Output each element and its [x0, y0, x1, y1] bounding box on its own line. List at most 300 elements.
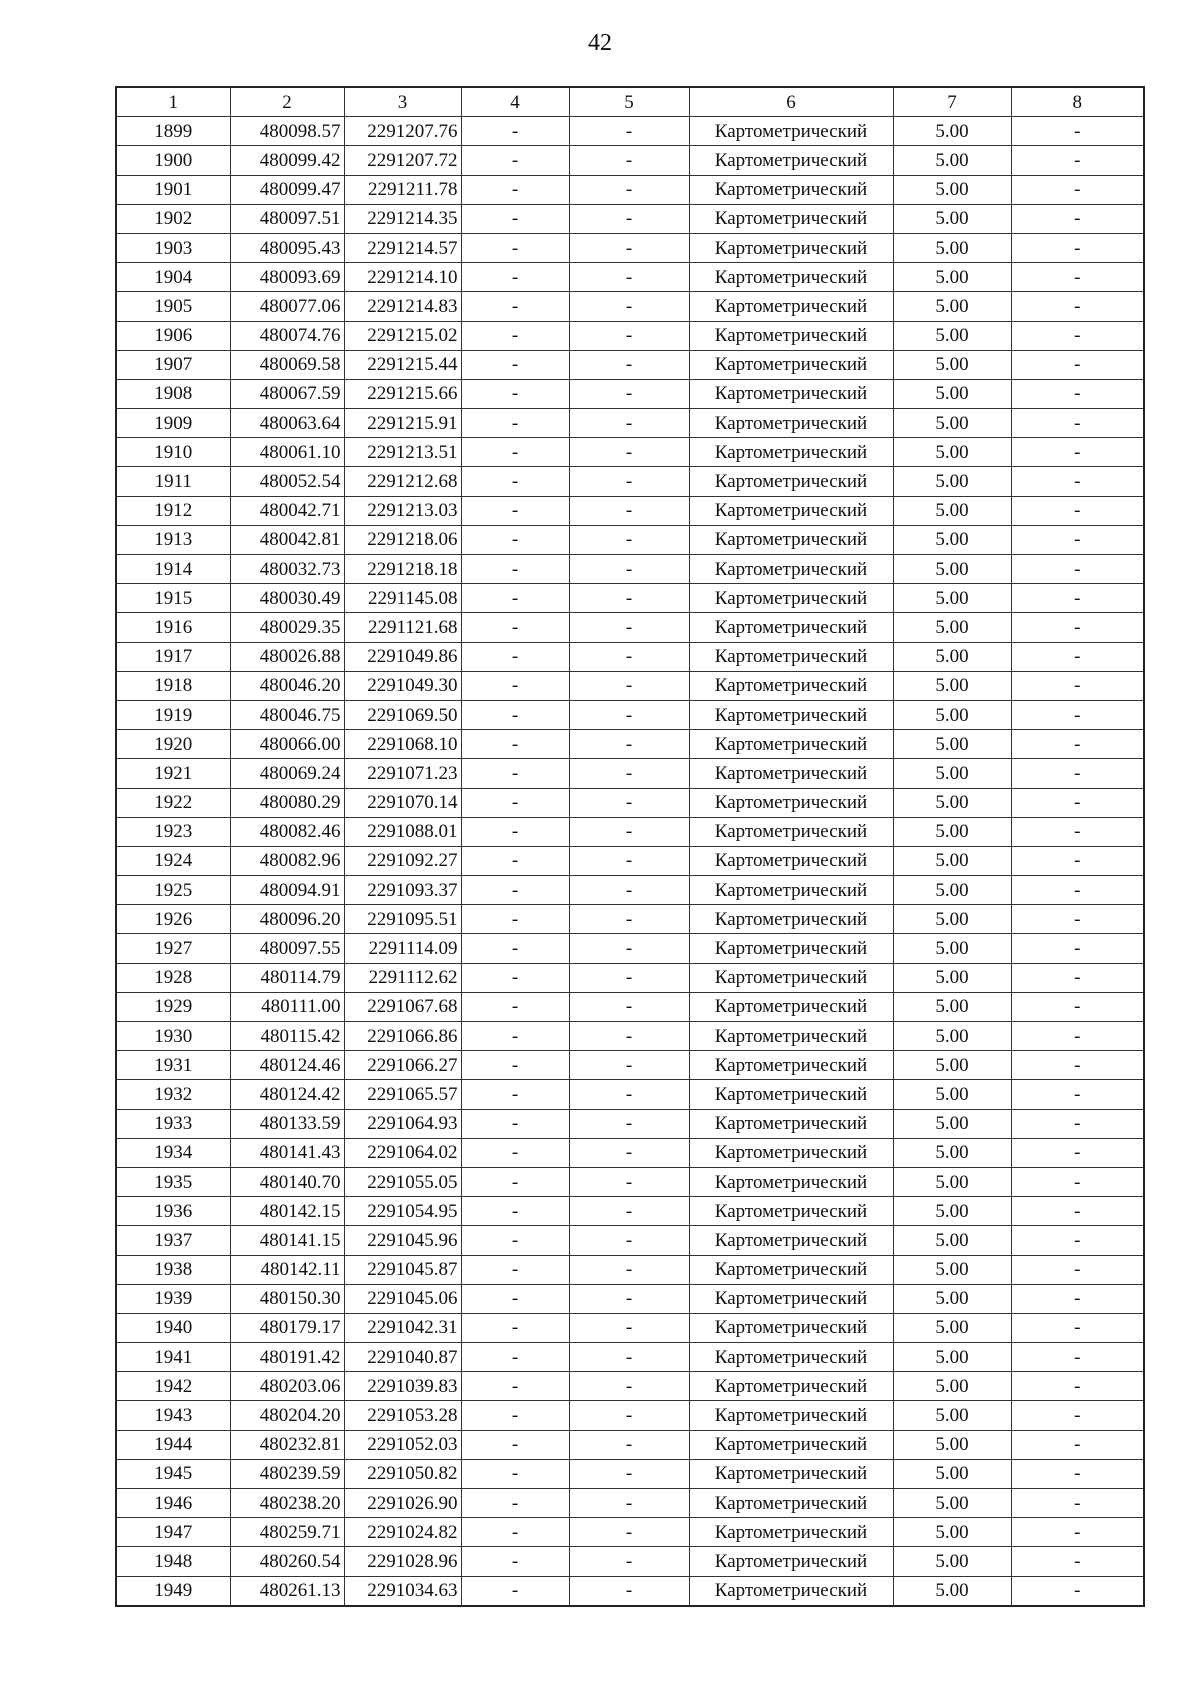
- table-row: [116, 1022, 1144, 1051]
- point-number-cell: 1923: [116, 817, 230, 846]
- col5-cell: -: [569, 788, 689, 817]
- y-coordinate-cell: 2291067.68: [344, 992, 461, 1021]
- x-coordinate-cell: 480069.24: [230, 759, 344, 788]
- x-coordinate-cell: 480115.42: [230, 1022, 344, 1051]
- col4-cell: -: [461, 438, 569, 467]
- table-row: [116, 1518, 1144, 1547]
- table-row: [116, 963, 1144, 992]
- col8-cell: -: [1011, 525, 1144, 554]
- col5-cell: -: [569, 467, 689, 496]
- col4-cell: -: [461, 175, 569, 204]
- y-coordinate-cell: 2291214.10: [344, 263, 461, 292]
- point-number-cell: 1906: [116, 321, 230, 350]
- y-coordinate-cell: 2291042.31: [344, 1313, 461, 1342]
- col8-cell: -: [1011, 555, 1144, 584]
- method-cell: Картометрический: [689, 642, 893, 671]
- x-coordinate-cell: 480141.15: [230, 1226, 344, 1255]
- col8-cell: -: [1011, 467, 1144, 496]
- method-cell: Картометрический: [689, 233, 893, 262]
- accuracy-cell: 5.00: [893, 1197, 1011, 1226]
- accuracy-cell: 5.00: [893, 496, 1011, 525]
- table-row: [116, 1576, 1144, 1606]
- y-coordinate-cell: 2291070.14: [344, 788, 461, 817]
- col8-cell: -: [1011, 146, 1144, 175]
- col8-cell: -: [1011, 934, 1144, 963]
- accuracy-cell: 5.00: [893, 233, 1011, 262]
- col4-cell: -: [461, 350, 569, 379]
- table-row: [116, 1313, 1144, 1342]
- y-coordinate-cell: 2291145.08: [344, 584, 461, 613]
- x-coordinate-cell: 480029.35: [230, 613, 344, 642]
- col4-cell: -: [461, 905, 569, 934]
- y-coordinate-cell: 2291212.68: [344, 467, 461, 496]
- point-number-cell: 1919: [116, 700, 230, 729]
- accuracy-cell: 5.00: [893, 204, 1011, 233]
- method-cell: Картометрический: [689, 1022, 893, 1051]
- column-header: 6: [689, 87, 893, 117]
- y-coordinate-cell: 2291049.86: [344, 642, 461, 671]
- table-row: [116, 1051, 1144, 1080]
- y-coordinate-cell: 2291064.93: [344, 1109, 461, 1138]
- y-coordinate-cell: 2291121.68: [344, 613, 461, 642]
- col4-cell: -: [461, 1313, 569, 1342]
- col8-cell: -: [1011, 700, 1144, 729]
- y-coordinate-cell: 2291218.18: [344, 555, 461, 584]
- method-cell: Картометрический: [689, 467, 893, 496]
- method-cell: Картометрический: [689, 730, 893, 759]
- y-coordinate-cell: 2291034.63: [344, 1576, 461, 1606]
- x-coordinate-cell: 480098.57: [230, 117, 344, 146]
- point-number-cell: 1928: [116, 963, 230, 992]
- accuracy-cell: 5.00: [893, 1022, 1011, 1051]
- col8-cell: -: [1011, 438, 1144, 467]
- col5-cell: -: [569, 1109, 689, 1138]
- x-coordinate-cell: 480124.46: [230, 1051, 344, 1080]
- x-coordinate-cell: 480077.06: [230, 292, 344, 321]
- accuracy-cell: 5.00: [893, 175, 1011, 204]
- table-row: [116, 1138, 1144, 1167]
- table-body: [116, 117, 1144, 1606]
- accuracy-cell: 5.00: [893, 730, 1011, 759]
- x-coordinate-cell: 480099.47: [230, 175, 344, 204]
- y-coordinate-cell: 2291054.95: [344, 1197, 461, 1226]
- point-number-cell: 1925: [116, 876, 230, 905]
- table-row: [116, 204, 1144, 233]
- point-number-cell: 1940: [116, 1313, 230, 1342]
- method-cell: Картометрический: [689, 671, 893, 700]
- col5-cell: -: [569, 1576, 689, 1606]
- x-coordinate-cell: 480032.73: [230, 555, 344, 584]
- table-row: [116, 1547, 1144, 1576]
- method-cell: Картометрический: [689, 555, 893, 584]
- col5-cell: -: [569, 1430, 689, 1459]
- method-cell: Картометрический: [689, 759, 893, 788]
- point-number-cell: 1913: [116, 525, 230, 554]
- table-row: [116, 934, 1144, 963]
- col5-cell: -: [569, 321, 689, 350]
- col8-cell: -: [1011, 788, 1144, 817]
- col8-cell: -: [1011, 1167, 1144, 1196]
- col5-cell: -: [569, 1080, 689, 1109]
- accuracy-cell: 5.00: [893, 117, 1011, 146]
- col4-cell: -: [461, 1080, 569, 1109]
- accuracy-cell: 5.00: [893, 1372, 1011, 1401]
- col8-cell: -: [1011, 1022, 1144, 1051]
- col5-cell: -: [569, 1255, 689, 1284]
- method-cell: Картометрический: [689, 817, 893, 846]
- point-number-cell: 1931: [116, 1051, 230, 1080]
- x-coordinate-cell: 480239.59: [230, 1459, 344, 1488]
- y-coordinate-cell: 2291045.96: [344, 1226, 461, 1255]
- point-number-cell: 1946: [116, 1489, 230, 1518]
- accuracy-cell: 5.00: [893, 1138, 1011, 1167]
- x-coordinate-cell: 480061.10: [230, 438, 344, 467]
- col8-cell: -: [1011, 613, 1144, 642]
- col4-cell: -: [461, 263, 569, 292]
- accuracy-cell: 5.00: [893, 876, 1011, 905]
- accuracy-cell: 5.00: [893, 1576, 1011, 1606]
- table-row: [116, 584, 1144, 613]
- accuracy-cell: 5.00: [893, 905, 1011, 934]
- col4-cell: -: [461, 525, 569, 554]
- col5-cell: -: [569, 233, 689, 262]
- point-number-cell: 1949: [116, 1576, 230, 1606]
- x-coordinate-cell: 480097.51: [230, 204, 344, 233]
- col5-cell: -: [569, 379, 689, 408]
- col4-cell: -: [461, 788, 569, 817]
- col8-cell: -: [1011, 1430, 1144, 1459]
- method-cell: Картометрический: [689, 1547, 893, 1576]
- y-coordinate-cell: 2291215.91: [344, 409, 461, 438]
- col5-cell: -: [569, 146, 689, 175]
- y-coordinate-cell: 2291207.72: [344, 146, 461, 175]
- x-coordinate-cell: 480063.64: [230, 409, 344, 438]
- col5-cell: -: [569, 1547, 689, 1576]
- table-row: [116, 905, 1144, 934]
- method-cell: Картометрический: [689, 525, 893, 554]
- method-cell: Картометрический: [689, 175, 893, 204]
- point-number-cell: 1900: [116, 146, 230, 175]
- col5-cell: -: [569, 1518, 689, 1547]
- point-number-cell: 1922: [116, 788, 230, 817]
- col5-cell: -: [569, 175, 689, 204]
- point-number-cell: 1938: [116, 1255, 230, 1284]
- col8-cell: -: [1011, 233, 1144, 262]
- x-coordinate-cell: 480114.79: [230, 963, 344, 992]
- x-coordinate-cell: 480042.81: [230, 525, 344, 554]
- col5-cell: -: [569, 1051, 689, 1080]
- col8-cell: -: [1011, 905, 1144, 934]
- accuracy-cell: 5.00: [893, 1284, 1011, 1313]
- col5-cell: -: [569, 700, 689, 729]
- col4-cell: -: [461, 555, 569, 584]
- col5-cell: -: [569, 117, 689, 146]
- table-row: [116, 555, 1144, 584]
- method-cell: Картометрический: [689, 1197, 893, 1226]
- accuracy-cell: 5.00: [893, 1109, 1011, 1138]
- point-number-cell: 1929: [116, 992, 230, 1021]
- col4-cell: -: [461, 963, 569, 992]
- accuracy-cell: 5.00: [893, 555, 1011, 584]
- table-row: [116, 233, 1144, 262]
- table-row: [116, 1197, 1144, 1226]
- x-coordinate-cell: 480074.76: [230, 321, 344, 350]
- x-coordinate-cell: 480042.71: [230, 496, 344, 525]
- accuracy-cell: 5.00: [893, 350, 1011, 379]
- col8-cell: -: [1011, 1459, 1144, 1488]
- table-row: [116, 1401, 1144, 1430]
- y-coordinate-cell: 2291071.23: [344, 759, 461, 788]
- col8-cell: -: [1011, 117, 1144, 146]
- point-number-cell: 1920: [116, 730, 230, 759]
- x-coordinate-cell: 480179.17: [230, 1313, 344, 1342]
- method-cell: Картометрический: [689, 876, 893, 905]
- table-row: [116, 1080, 1144, 1109]
- col4-cell: -: [461, 1372, 569, 1401]
- table-row: [116, 379, 1144, 408]
- y-coordinate-cell: 2291215.44: [344, 350, 461, 379]
- y-coordinate-cell: 2291045.06: [344, 1284, 461, 1313]
- y-coordinate-cell: 2291214.83: [344, 292, 461, 321]
- col4-cell: -: [461, 642, 569, 671]
- col4-cell: -: [461, 1226, 569, 1255]
- accuracy-cell: 5.00: [893, 759, 1011, 788]
- table-row: [116, 1167, 1144, 1196]
- x-coordinate-cell: 480097.55: [230, 934, 344, 963]
- col5-cell: -: [569, 409, 689, 438]
- accuracy-cell: 5.00: [893, 584, 1011, 613]
- table-row: [116, 759, 1144, 788]
- y-coordinate-cell: 2291218.06: [344, 525, 461, 554]
- col8-cell: -: [1011, 1051, 1144, 1080]
- y-coordinate-cell: 2291050.82: [344, 1459, 461, 1488]
- x-coordinate-cell: 480111.00: [230, 992, 344, 1021]
- point-number-cell: 1910: [116, 438, 230, 467]
- table-row: [116, 846, 1144, 875]
- accuracy-cell: 5.00: [893, 1051, 1011, 1080]
- x-coordinate-cell: 480141.43: [230, 1138, 344, 1167]
- page-number: 42: [588, 30, 612, 56]
- col8-cell: -: [1011, 1226, 1144, 1255]
- method-cell: Картометрический: [689, 1080, 893, 1109]
- col4-cell: -: [461, 117, 569, 146]
- accuracy-cell: 5.00: [893, 1226, 1011, 1255]
- x-coordinate-cell: 480046.75: [230, 700, 344, 729]
- col8-cell: -: [1011, 350, 1144, 379]
- method-cell: Картометрический: [689, 846, 893, 875]
- table-row: [116, 671, 1144, 700]
- col8-cell: -: [1011, 204, 1144, 233]
- col8-cell: -: [1011, 1547, 1144, 1576]
- point-number-cell: 1914: [116, 555, 230, 584]
- table-row: [116, 409, 1144, 438]
- method-cell: Картометрический: [689, 409, 893, 438]
- x-coordinate-cell: 480094.91: [230, 876, 344, 905]
- y-coordinate-cell: 2291214.35: [344, 204, 461, 233]
- x-coordinate-cell: 480046.20: [230, 671, 344, 700]
- point-number-cell: 1941: [116, 1343, 230, 1372]
- x-coordinate-cell: 480124.42: [230, 1080, 344, 1109]
- column-header: 5: [569, 87, 689, 117]
- accuracy-cell: 5.00: [893, 963, 1011, 992]
- col5-cell: -: [569, 642, 689, 671]
- point-number-cell: 1903: [116, 233, 230, 262]
- method-cell: Картометрический: [689, 379, 893, 408]
- point-number-cell: 1936: [116, 1197, 230, 1226]
- point-number-cell: 1942: [116, 1372, 230, 1401]
- col5-cell: -: [569, 438, 689, 467]
- y-coordinate-cell: 2291049.30: [344, 671, 461, 700]
- col5-cell: -: [569, 1167, 689, 1196]
- col4-cell: -: [461, 846, 569, 875]
- x-coordinate-cell: 480204.20: [230, 1401, 344, 1430]
- col5-cell: -: [569, 496, 689, 525]
- point-number-cell: 1907: [116, 350, 230, 379]
- accuracy-cell: 5.00: [893, 671, 1011, 700]
- x-coordinate-cell: 480093.69: [230, 263, 344, 292]
- method-cell: Картометрический: [689, 1401, 893, 1430]
- y-coordinate-cell: 2291095.51: [344, 905, 461, 934]
- table-row: [116, 1284, 1144, 1313]
- y-coordinate-cell: 2291026.90: [344, 1489, 461, 1518]
- col5-cell: -: [569, 1138, 689, 1167]
- method-cell: Картометрический: [689, 1138, 893, 1167]
- method-cell: Картометрический: [689, 1459, 893, 1488]
- y-coordinate-cell: 2291215.66: [344, 379, 461, 408]
- method-cell: Картометрический: [689, 146, 893, 175]
- x-coordinate-cell: 480096.20: [230, 905, 344, 934]
- accuracy-cell: 5.00: [893, 292, 1011, 321]
- table-row: [116, 1372, 1144, 1401]
- point-number-cell: 1909: [116, 409, 230, 438]
- y-coordinate-cell: 2291024.82: [344, 1518, 461, 1547]
- col4-cell: -: [461, 146, 569, 175]
- x-coordinate-cell: 480142.15: [230, 1197, 344, 1226]
- column-header: 2: [230, 87, 344, 117]
- accuracy-cell: 5.00: [893, 409, 1011, 438]
- accuracy-cell: 5.00: [893, 438, 1011, 467]
- table-row: [116, 1430, 1144, 1459]
- method-cell: Картометрический: [689, 263, 893, 292]
- col8-cell: -: [1011, 1372, 1144, 1401]
- point-number-cell: 1930: [116, 1022, 230, 1051]
- method-cell: Картометрический: [689, 1255, 893, 1284]
- point-number-cell: 1911: [116, 467, 230, 496]
- method-cell: Картометрический: [689, 1109, 893, 1138]
- point-number-cell: 1902: [116, 204, 230, 233]
- col5-cell: -: [569, 934, 689, 963]
- y-coordinate-cell: 2291040.87: [344, 1343, 461, 1372]
- table-row: [116, 525, 1144, 554]
- method-cell: Картометрический: [689, 1518, 893, 1547]
- col4-cell: -: [461, 1459, 569, 1488]
- accuracy-cell: 5.00: [893, 321, 1011, 350]
- col5-cell: -: [569, 1459, 689, 1488]
- point-number-cell: 1924: [116, 846, 230, 875]
- point-number-cell: 1948: [116, 1547, 230, 1576]
- accuracy-cell: 5.00: [893, 1343, 1011, 1372]
- col8-cell: -: [1011, 1518, 1144, 1547]
- table-row: [116, 700, 1144, 729]
- coordinates-table: [115, 86, 1145, 1607]
- y-coordinate-cell: 2291053.28: [344, 1401, 461, 1430]
- x-coordinate-cell: 480261.13: [230, 1576, 344, 1606]
- accuracy-cell: 5.00: [893, 1167, 1011, 1196]
- table-row: [116, 146, 1144, 175]
- col8-cell: -: [1011, 409, 1144, 438]
- method-cell: Картометрический: [689, 963, 893, 992]
- accuracy-cell: 5.00: [893, 642, 1011, 671]
- accuracy-cell: 5.00: [893, 934, 1011, 963]
- col5-cell: -: [569, 730, 689, 759]
- col4-cell: -: [461, 1138, 569, 1167]
- y-coordinate-cell: 2291207.76: [344, 117, 461, 146]
- table-row: [116, 876, 1144, 905]
- accuracy-cell: 5.00: [893, 788, 1011, 817]
- col5-cell: -: [569, 292, 689, 321]
- column-header: 3: [344, 87, 461, 117]
- point-number-cell: 1944: [116, 1430, 230, 1459]
- table-row: [116, 730, 1144, 759]
- method-cell: Картометрический: [689, 584, 893, 613]
- method-cell: Картометрический: [689, 1167, 893, 1196]
- x-coordinate-cell: 480232.81: [230, 1430, 344, 1459]
- col8-cell: -: [1011, 876, 1144, 905]
- point-number-cell: 1905: [116, 292, 230, 321]
- method-cell: Картометрический: [689, 117, 893, 146]
- col8-cell: -: [1011, 379, 1144, 408]
- table-row: [116, 817, 1144, 846]
- col8-cell: -: [1011, 584, 1144, 613]
- accuracy-cell: 5.00: [893, 846, 1011, 875]
- method-cell: Картометрический: [689, 1284, 893, 1313]
- y-coordinate-cell: 2291028.96: [344, 1547, 461, 1576]
- method-cell: Картометрический: [689, 1226, 893, 1255]
- accuracy-cell: 5.00: [893, 613, 1011, 642]
- point-number-cell: 1934: [116, 1138, 230, 1167]
- col4-cell: -: [461, 1401, 569, 1430]
- method-cell: Картометрический: [689, 350, 893, 379]
- y-coordinate-cell: 2291213.03: [344, 496, 461, 525]
- table-row: [116, 1459, 1144, 1488]
- col5-cell: -: [569, 1284, 689, 1313]
- col8-cell: -: [1011, 1138, 1144, 1167]
- point-number-cell: 1927: [116, 934, 230, 963]
- col8-cell: -: [1011, 817, 1144, 846]
- x-coordinate-cell: 480082.46: [230, 817, 344, 846]
- x-coordinate-cell: 480259.71: [230, 1518, 344, 1547]
- col4-cell: -: [461, 496, 569, 525]
- x-coordinate-cell: 480142.11: [230, 1255, 344, 1284]
- accuracy-cell: 5.00: [893, 1547, 1011, 1576]
- y-coordinate-cell: 2291039.83: [344, 1372, 461, 1401]
- table-row: [116, 1343, 1144, 1372]
- col8-cell: -: [1011, 175, 1144, 204]
- accuracy-cell: 5.00: [893, 379, 1011, 408]
- accuracy-cell: 5.00: [893, 1255, 1011, 1284]
- method-cell: Картометрический: [689, 1372, 893, 1401]
- col4-cell: -: [461, 1167, 569, 1196]
- point-number-cell: 1933: [116, 1109, 230, 1138]
- y-coordinate-cell: 2291215.02: [344, 321, 461, 350]
- col8-cell: -: [1011, 1109, 1144, 1138]
- point-number-cell: 1947: [116, 1518, 230, 1547]
- point-number-cell: 1917: [116, 642, 230, 671]
- point-number-cell: 1937: [116, 1226, 230, 1255]
- method-cell: Картометрический: [689, 934, 893, 963]
- point-number-cell: 1908: [116, 379, 230, 408]
- column-header: 8: [1011, 87, 1144, 117]
